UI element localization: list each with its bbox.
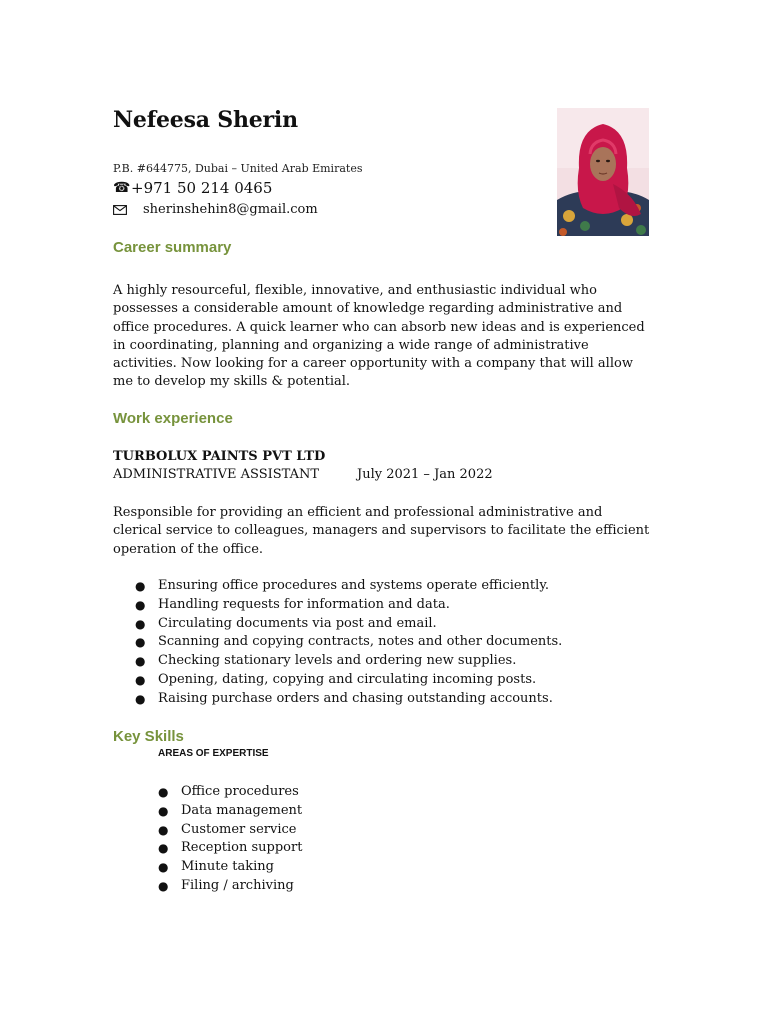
phone-row: [113, 179, 272, 197]
bullet-icon: ●: [135, 672, 146, 687]
bullet-icon: ●: [135, 635, 146, 650]
phone-number: +971 50 214 0465: [131, 179, 273, 197]
list-item: ● Scanning and copying contracts, notes and other documents.: [158, 633, 562, 652]
list-item: ● Customer service: [181, 821, 302, 840]
candidate-name: Nefeesa Sherin: [113, 107, 298, 133]
bullet-icon: ●: [158, 860, 169, 875]
list-item: ● Checking stationary levels and ordering new supplies.: [158, 652, 562, 671]
bullet-icon: ●: [135, 579, 146, 593]
list-item: ● Reception support: [181, 839, 302, 858]
bullet-icon: ●: [158, 822, 169, 837]
areas-of-expertise-label: AREAS OF EXPERTISE: [158, 748, 269, 759]
bullet-icon: ●: [135, 597, 146, 612]
career-summary-text: A highly resourceful, flexible, innovative, and enthusiastic individual who possesses a considerable amount of knowledge regarding administrative and office procedures. A quick learner who can absorb new ideas and is experienced in coordinating, planning and organizing a wide range of administrative activities. Now looking for a career opportunity with a company that will allow me to develop my skills & potential.: [113, 283, 645, 390]
job-title: ADMINISTRATIVE ASSISTANT: [113, 467, 320, 482]
job-description: Responsible for providing an efficient and professional administrative and clerical service to colleagues, managers and supervisors to facilitate the efficient operation of the office.: [113, 505, 650, 557]
email-address: sherinshehin8@gmail.com: [143, 202, 318, 217]
bullet-icon: ●: [158, 841, 169, 856]
list-item: ● Opening, dating, copying and circulating incoming posts.: [158, 671, 562, 690]
list-item: ● Filing / archiving: [181, 877, 302, 896]
list-item: ● Data management: [181, 802, 302, 821]
job-dates: July 2021 – Jan 2022: [357, 467, 493, 482]
email-row: [113, 202, 318, 217]
skills-list: [158, 783, 303, 896]
bullet-icon: ●: [158, 785, 169, 799]
bullet-icon: ●: [135, 654, 146, 669]
work-experience-heading: Work experience: [113, 410, 233, 427]
bullet-icon: ●: [158, 878, 169, 893]
list-item: ● Minute taking: [181, 858, 302, 877]
list-item: ● Raising purchase orders and chasing outstanding accounts.: [158, 690, 562, 709]
duties-list: [135, 577, 563, 709]
bullet-icon: ●: [135, 616, 146, 631]
bullet-icon: ●: [158, 803, 169, 818]
company-name: TURBOLUX PAINTS PVT LTD: [113, 449, 326, 464]
address: P.B. #644775, Dubai – United Arab Emirates: [113, 162, 363, 175]
list-item: ● Office procedures: [181, 783, 302, 802]
key-skills-heading: Key Skills: [113, 728, 184, 745]
profile-photo: [557, 108, 649, 236]
list-item: ● Handling requests for information and data.: [158, 596, 562, 615]
list-item: ● Ensuring office procedures and systems operate efficiently.: [158, 577, 562, 596]
role-row: [113, 467, 493, 482]
list-item: ● Circulating documents via post and email.: [158, 615, 562, 634]
envelope-icon: [113, 205, 143, 215]
career-summary-heading: Career summary: [113, 239, 232, 256]
phone-icon: ☎: [113, 180, 131, 196]
bullet-icon: ●: [135, 691, 146, 706]
